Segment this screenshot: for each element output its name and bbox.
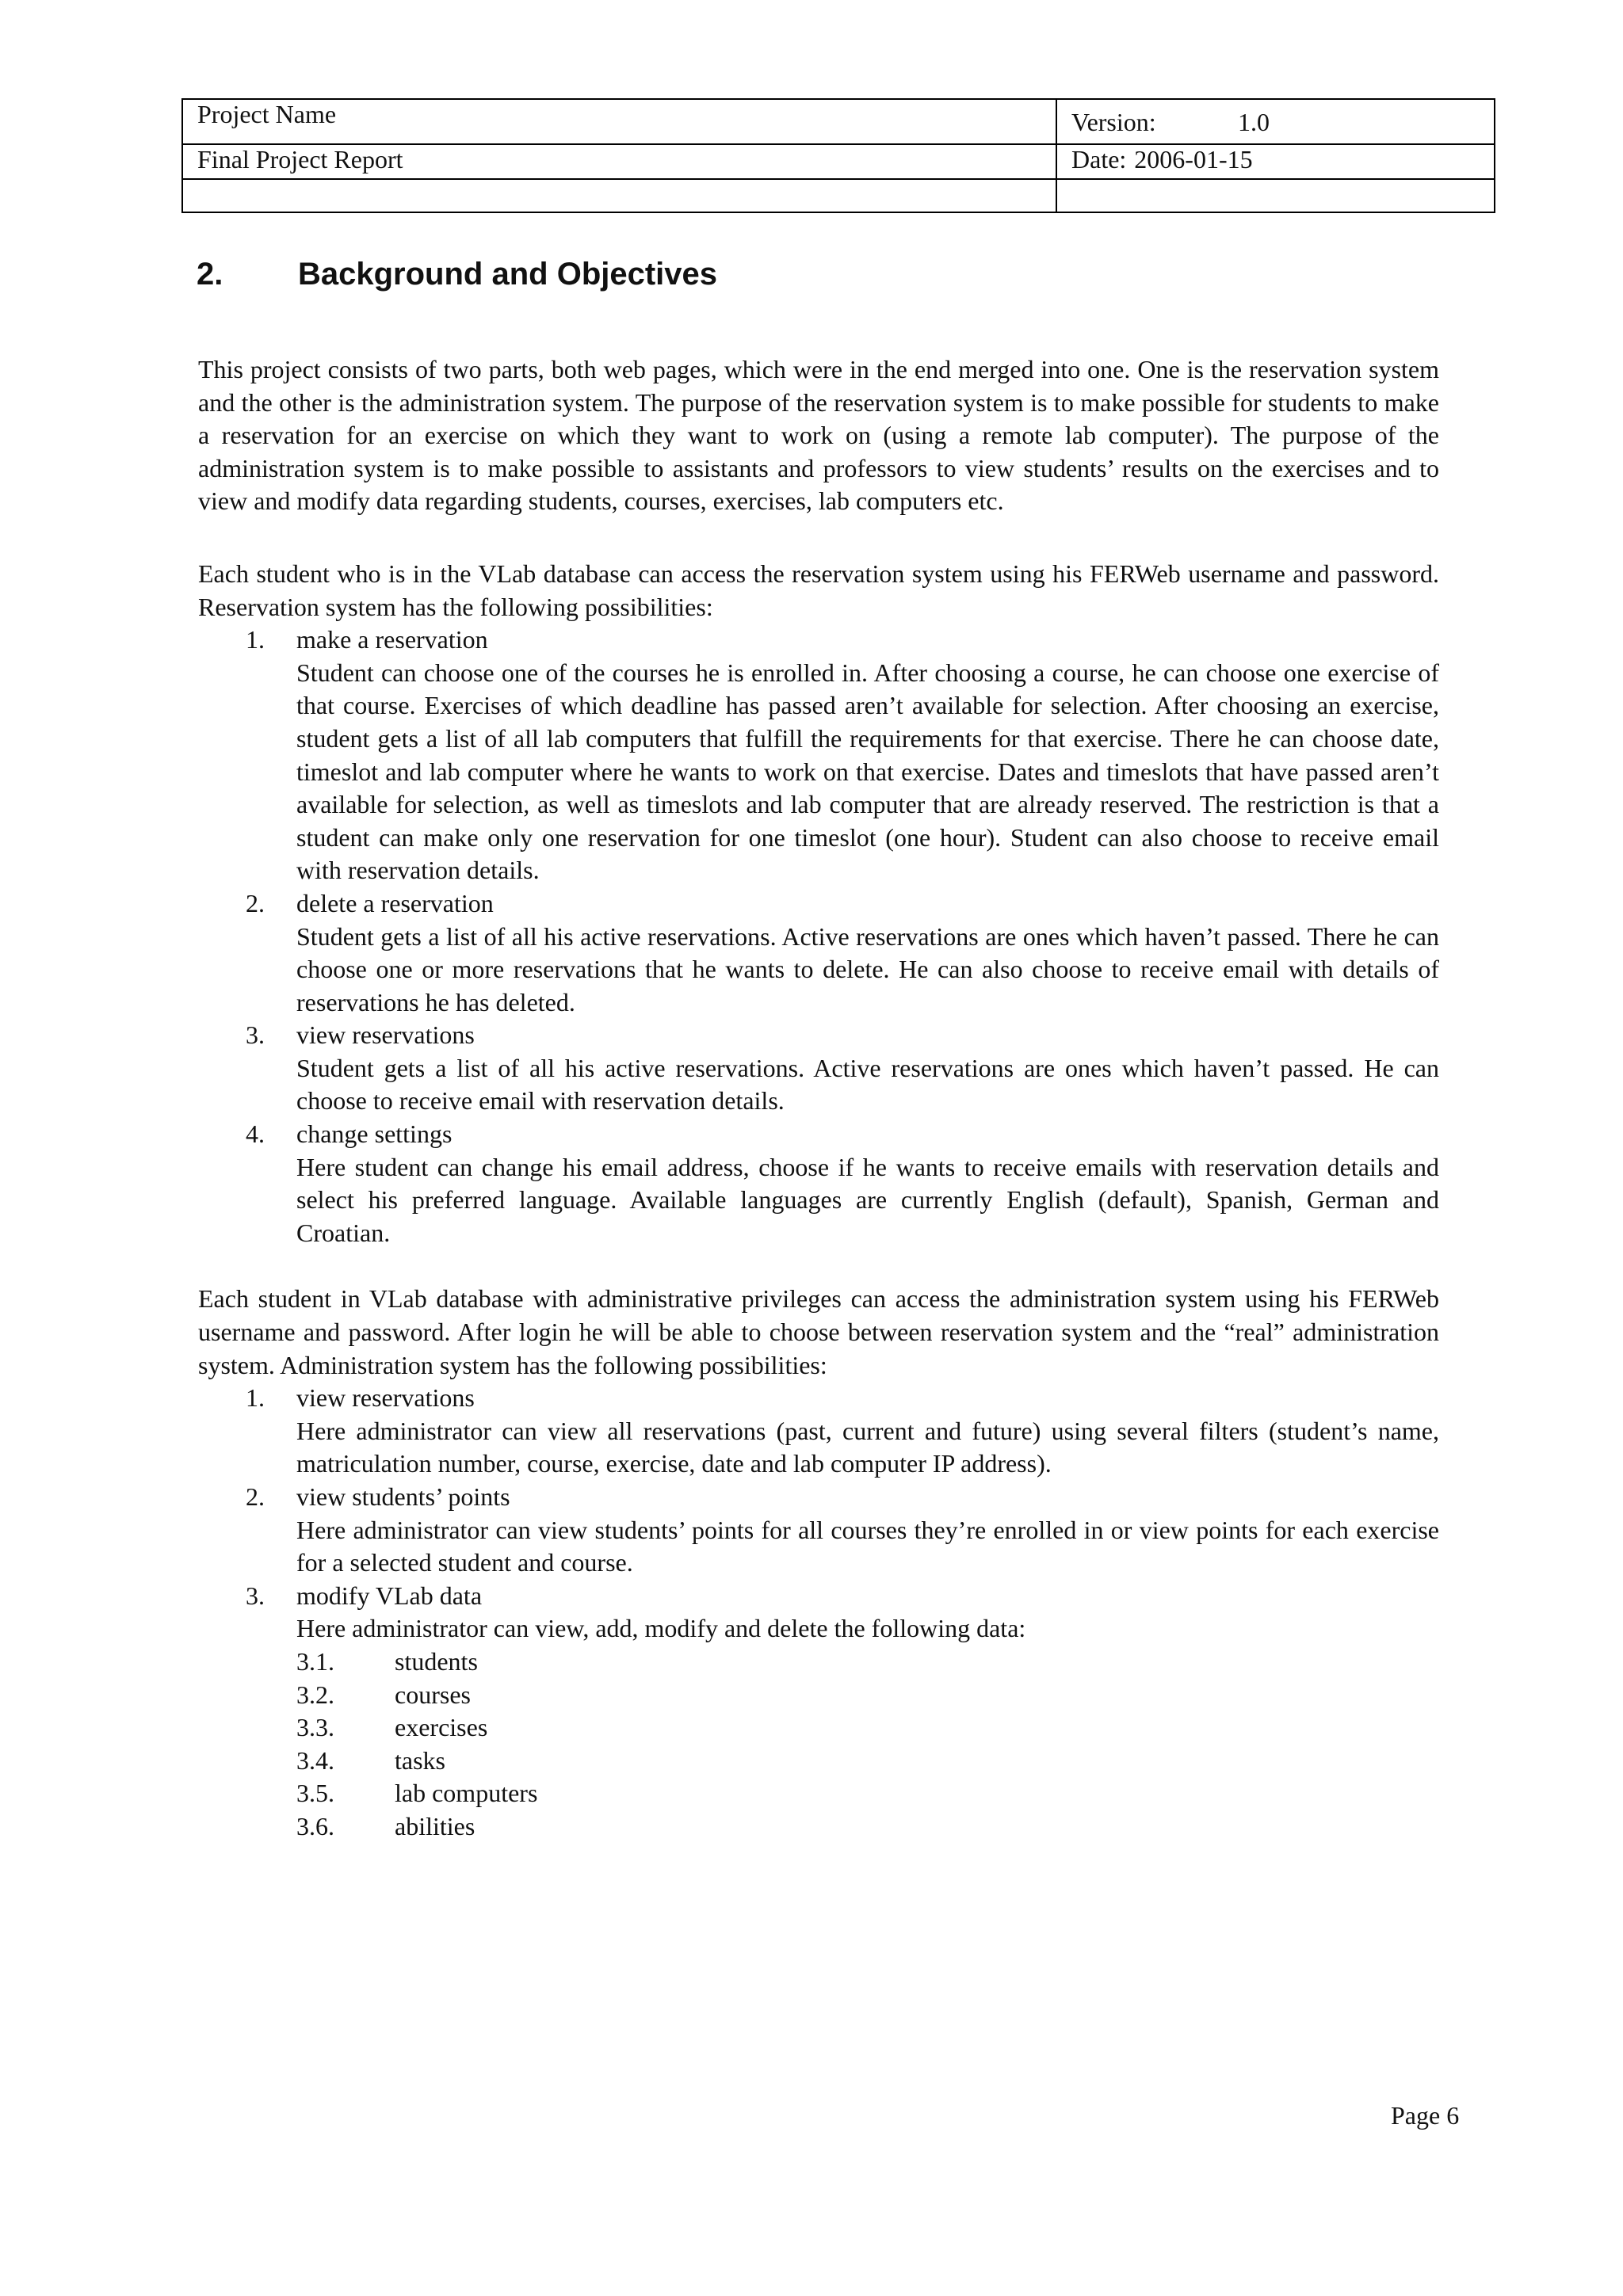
sub-number: 3.5.	[296, 1779, 334, 1808]
intro-paragraph: This project consists of two parts, both web pages, which were in the end merged into one. One is the reservation system and the other is the administration system. The purpose of the reservation system is to make possible for students to make a reservation for an exercise on which they want to work on (using a remote lab computer). The purpose of the administration system is to make possible to assistants and professors to view students’ results on the exercises and to view and modify data regarding students, courses, exercises, lab computers etc.	[198, 355, 1439, 516]
section-heading	[197, 257, 717, 292]
page-number: Page 6	[1391, 2101, 1460, 2130]
sublist-item	[296, 1745, 1439, 1778]
student-access-paragraph: Each student who is in the VLab database can access the reservation system using his FERWeb username and password. Reservation system has the following possibilities:	[198, 559, 1439, 621]
item-number: 3.	[246, 1581, 265, 1610]
sub-label: lab computers	[395, 1779, 538, 1808]
sub-number: 3.6.	[296, 1811, 334, 1840]
item-title: view students’ points	[296, 1482, 510, 1511]
item-title: change settings	[296, 1119, 453, 1149]
empty-cell	[182, 179, 1056, 212]
list-item	[198, 624, 1439, 887]
item-number: 2.	[246, 1482, 265, 1511]
list-item	[198, 1580, 1439, 1844]
item-description: Here administrator can view students’ points for all courses they’re enrolled in or view points for each exercise for a selected student and course.	[296, 1515, 1439, 1577]
report-title-cell: Final Project Report	[182, 144, 1056, 179]
header-table	[181, 98, 1495, 213]
date-cell	[1056, 144, 1495, 179]
sub-number: 3.2.	[296, 1680, 334, 1709]
body-text	[198, 353, 1439, 1844]
version-label: Version:	[1071, 108, 1156, 136]
item-description: Student gets a list of all his active reservations. Active reservations are ones which haven’t passed. He can choose to receive email with reservation details.	[296, 1053, 1439, 1116]
item-title: delete a reservation	[296, 888, 494, 917]
sub-number: 3.4.	[296, 1745, 334, 1775]
item-title: modify VLab data	[296, 1581, 483, 1610]
list-item	[198, 887, 1439, 1019]
sub-number: 3.1.	[296, 1646, 334, 1676]
item-description: Student can choose one of the courses he is enrolled in. After choosing a course, he can choose one exercise of that course. Exercises of which deadline has passed aren’t available for selection. After choosing an exercise, student gets a list of all lab computers that fulfill the requirements for that exercise. There he can choose date, timeslot and lab computer where he wants to work on that exercise. Dates and timeslots that have passed aren’t available for selection, as well as timeslots and lab computer that are already reserved. The restriction is that a student can make only one reservation for one timeslot (one hour). Student can also choose to receive email with reservation details.	[296, 658, 1439, 885]
section-number: 2.	[197, 257, 223, 292]
list-item	[198, 1481, 1439, 1580]
section-title: Background and Objectives	[298, 257, 718, 292]
sublist-item	[296, 1777, 1439, 1810]
date-label: Date:	[1071, 145, 1127, 174]
item-description: Here administrator can view, add, modify and delete the following data:	[296, 1614, 1026, 1643]
item-number: 1.	[246, 1383, 265, 1413]
sublist-item	[296, 1679, 1439, 1712]
sub-label: students	[395, 1646, 478, 1676]
list-item	[198, 1118, 1439, 1249]
item-title: make a reservation	[296, 625, 488, 654]
item-number: 1.	[246, 625, 265, 654]
empty-cell	[1056, 179, 1495, 212]
reservation-list	[198, 624, 1439, 1249]
item-title: view reservations	[296, 1020, 475, 1050]
sub-label: courses	[395, 1680, 471, 1709]
date-value: 2006-01-15	[1134, 145, 1253, 174]
sub-label: exercises	[395, 1713, 488, 1742]
sublist-item	[296, 1711, 1439, 1745]
sub-number: 3.3.	[296, 1713, 334, 1742]
admin-list	[198, 1382, 1439, 1843]
item-description: Student gets a list of all his active reservations. Active reservations are ones which haven’t passed. There he can choose one or more reservations that he wants to delete. He can also choose to receive email with details of reservations he has deleted.	[296, 921, 1439, 1016]
version-cell	[1056, 99, 1495, 144]
item-title: view reservations	[296, 1383, 475, 1413]
item-number: 4.	[246, 1119, 265, 1149]
sub-label: tasks	[395, 1745, 445, 1775]
data-sublist	[296, 1646, 1439, 1844]
sublist-item	[296, 1646, 1439, 1679]
list-item	[198, 1382, 1439, 1481]
admin-access-paragraph: Each student in VLab database with administrative privileges can access the administration system using his FERWeb username and password. After login he will be able to choose between reservation system and the “real” administration system. Administration system has the following possibilities:	[198, 1284, 1439, 1379]
sub-label: abilities	[395, 1811, 475, 1840]
sublist-item	[296, 1810, 1439, 1844]
item-number: 3.	[246, 1020, 265, 1050]
version-value: 1.0	[1238, 108, 1270, 136]
project-name-cell: Project Name	[182, 99, 1056, 144]
list-item	[198, 1019, 1439, 1118]
item-description: Here administrator can view all reservations (past, current and future) using several filters (student’s name, matriculation number, course, exercise, date and lab computer IP address).	[296, 1416, 1439, 1478]
item-description: Here student can change his email address, choose if he wants to receive emails with reservation details and select his preferred language. Available languages are currently English (default), Spanish, German and Croatian.	[296, 1152, 1439, 1247]
item-number: 2.	[246, 888, 265, 917]
